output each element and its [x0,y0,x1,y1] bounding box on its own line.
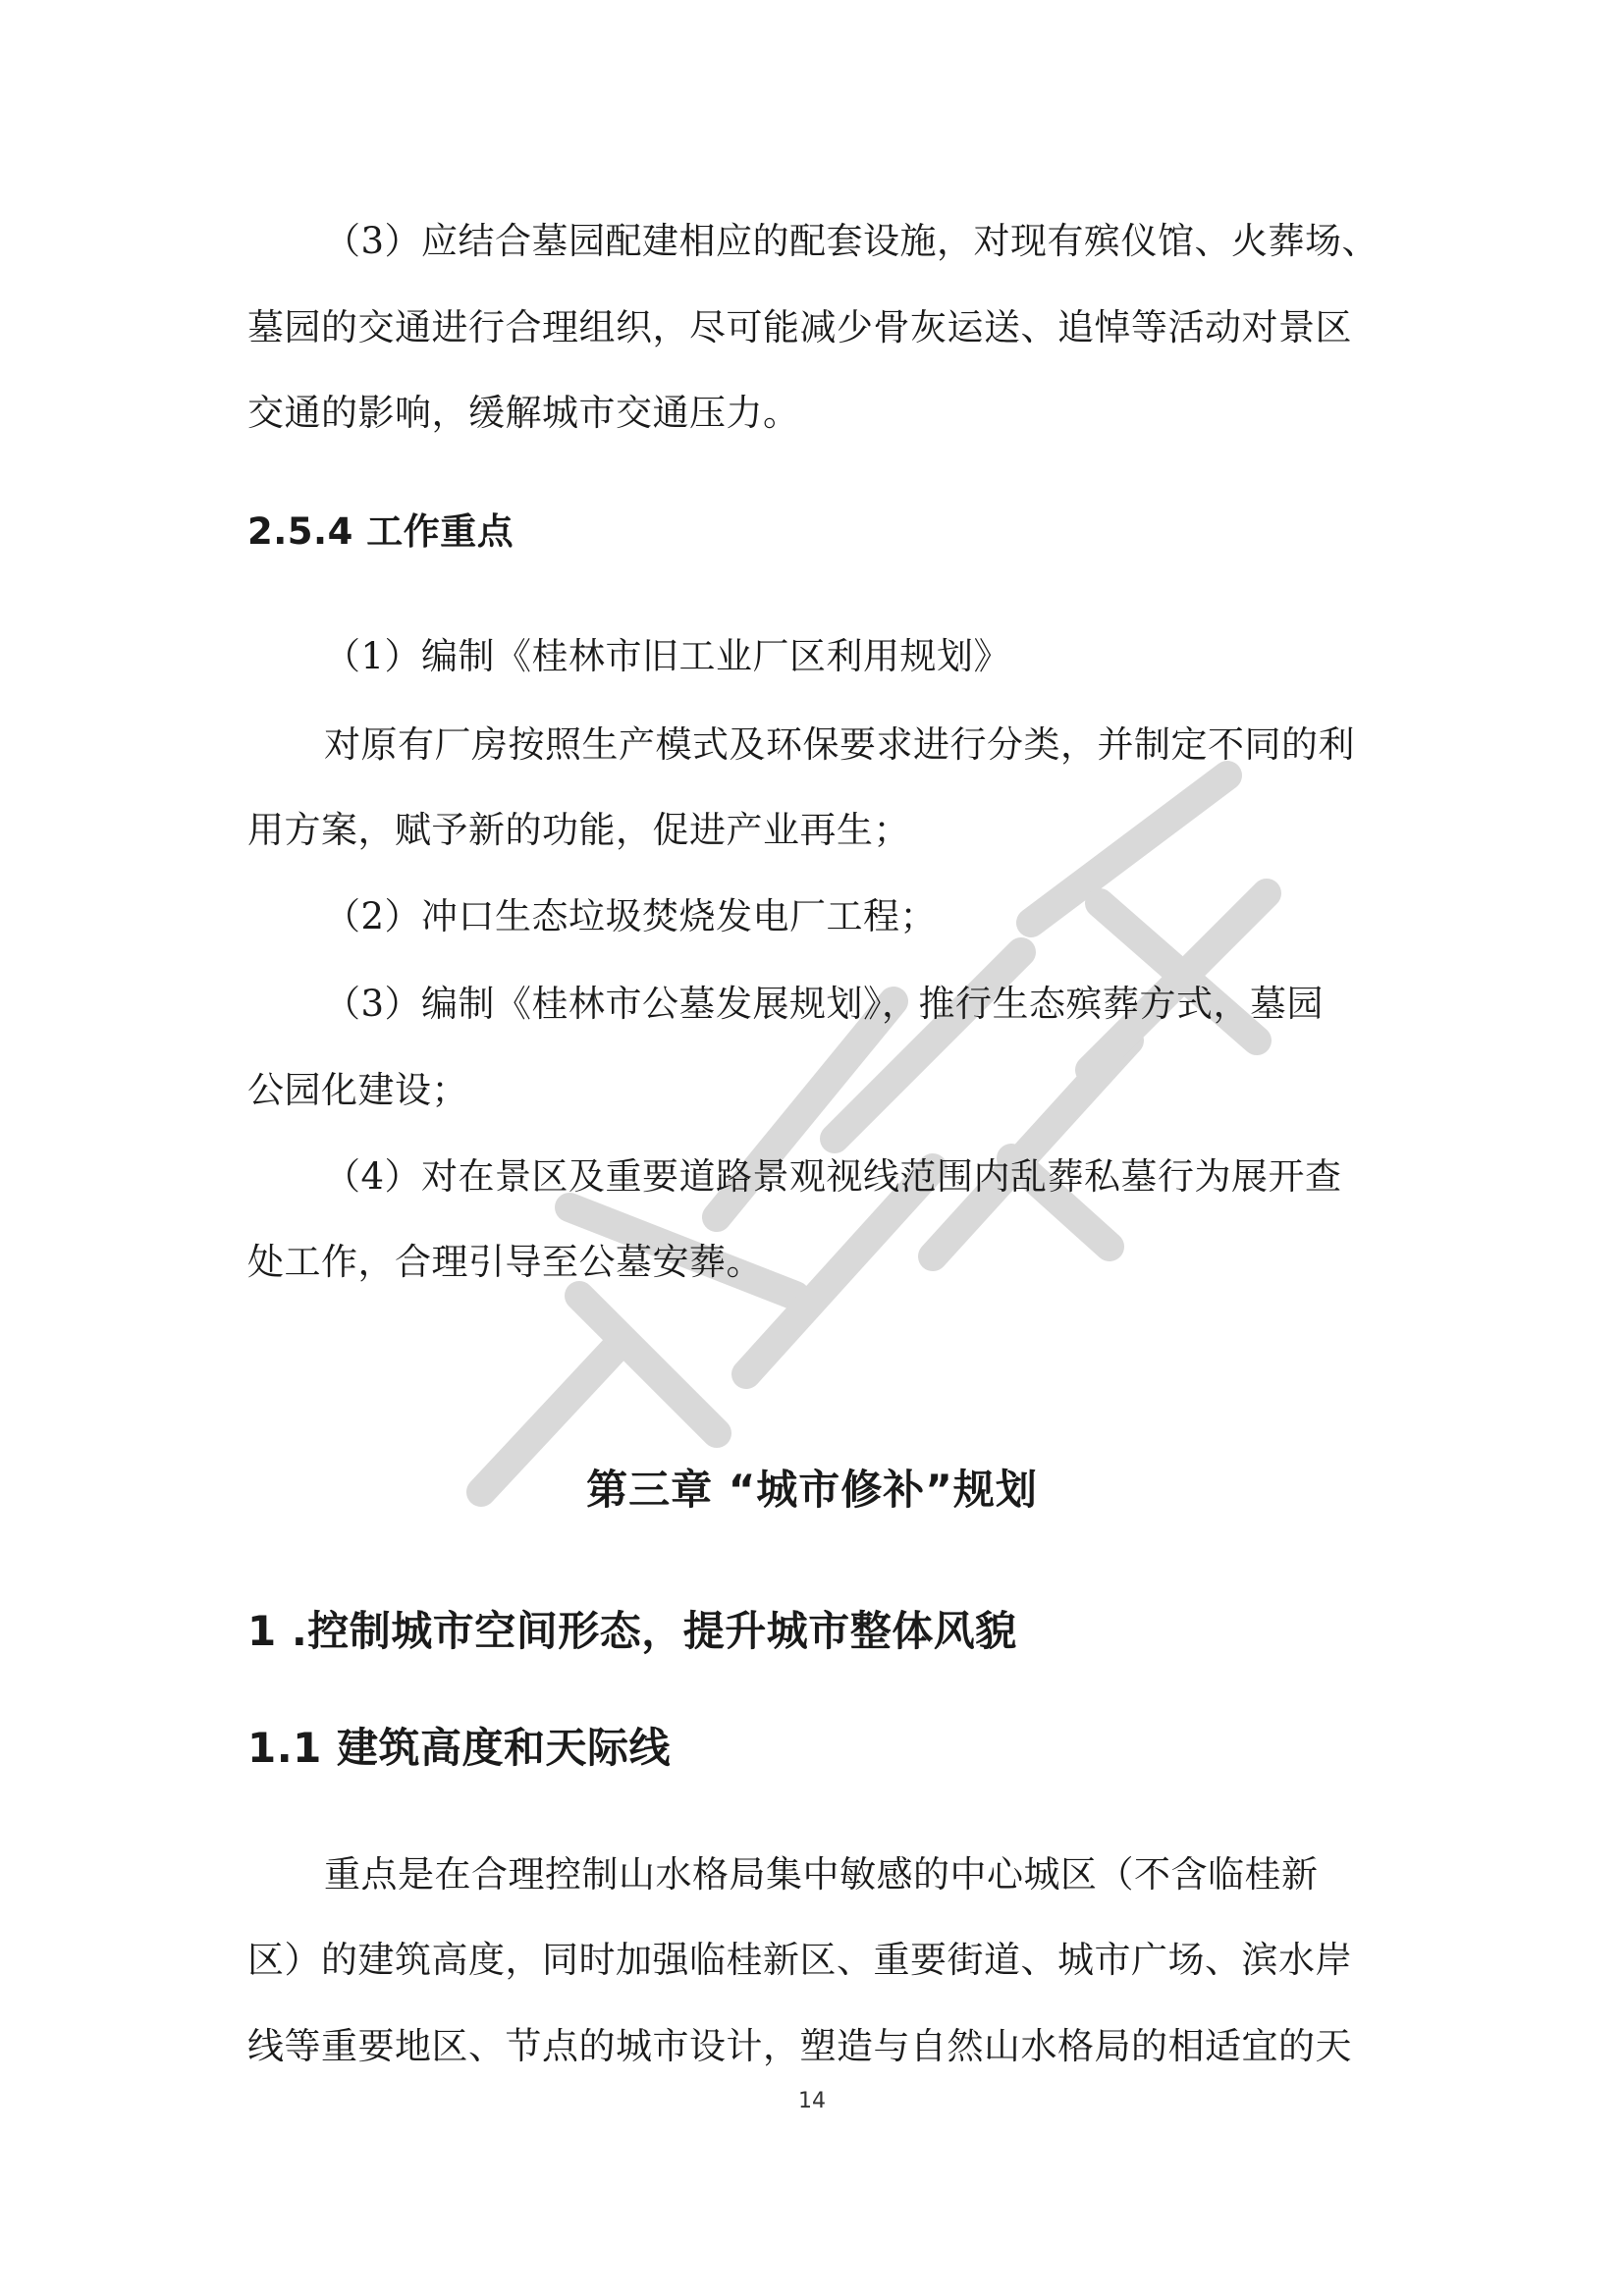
paragraph-line: 交通的影响，缓解城市交通压力。 [247,392,800,434]
section-heading-1: 1 .控制城市空间形态，提升城市整体风貌 [247,1607,1017,1655]
chapter-title: 第三章 “城市修补”规划 [586,1466,1038,1514]
list-item-3: （3）编制《桂林市公墓发展规划》，推行生态殡葬方式，墓园 [324,983,1325,1025]
section-heading-2-5-4: 2.5.4 工作重点 [247,510,514,553]
paragraph-line: 用方案，赋予新的功能，促进产业再生； [247,809,910,851]
paragraph-line: 墓园的交通进行合理组织，尽可能减少骨灰运送、追悼等活动对景区 [247,306,1352,348]
list-item-1: （1）编制《桂林市旧工业厂区利用规划》 [324,635,1011,677]
paragraph-line: 区）的建筑高度，同时加强临桂新区、重要街道、城市广场、滨水岸 [247,1939,1352,1981]
list-item-2: （2）冲口生态垃圾焚烧发电厂工程； [324,895,938,937]
paragraph-line: 对原有厂房按照生产模式及环保要求进行分类，并制定不同的利 [324,723,1355,766]
paragraph-line: （3）应结合墓园配建相应的配套设施，对现有殡仪馆、火葬场、 [324,220,1380,262]
paragraph-line: 重点是在合理控制山水格局集中敏感的中心城区（不含临桂新 [324,1853,1319,1896]
watermark-stamp [422,746,1306,1531]
page-number: 14 [798,2089,826,2113]
paragraph-line: 公园化建设； [247,1069,468,1111]
list-item-4: （4）对在景区及重要道路景观视线范围内乱葬私墓行为展开查 [324,1155,1342,1198]
section-heading-1-1: 1.1 建筑高度和天际线 [247,1724,672,1772]
paragraph-line: 处工作，合理引导至公墓安葬。 [247,1241,763,1283]
paragraph-line: 线等重要地区、节点的城市设计，塑造与自然山水格局的相适宜的天 [247,2025,1352,2067]
